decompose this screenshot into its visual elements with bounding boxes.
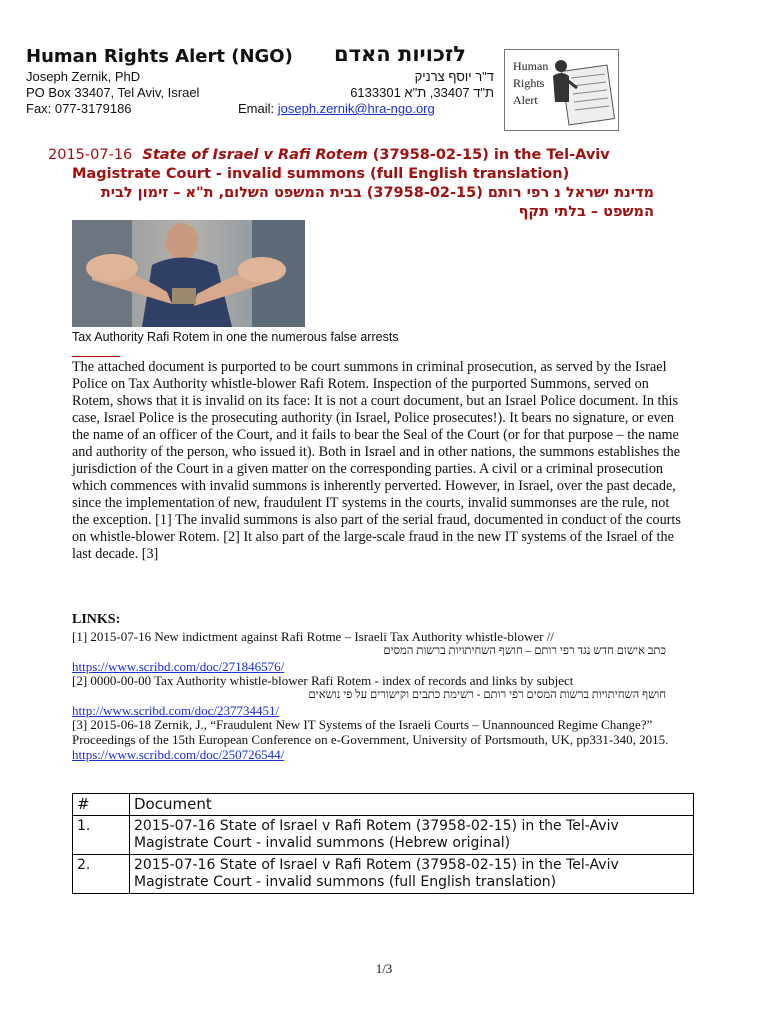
contact-address-hebrew [344,69,494,101]
title-line-1 [48,146,668,165]
rafi-rotem-photo [72,220,305,327]
email-label: Email: [238,101,278,116]
column-header-number: # [73,794,130,816]
reference-link[interactable]: https://www.scribd.com/doc/250726544/ [72,747,285,762]
org-name-hebrew: לזכויות האדם [334,42,466,66]
table-row [73,816,694,855]
table-row [73,855,694,894]
logo-word-human: Human [513,59,549,73]
row-document: 2015-07-16 State of Israel v Rafi Rotem (37958-02-15) in the Tel-Aviv Magistrate Court - invalid summons (full English translation) [130,855,694,894]
reference-link[interactable]: https://www.scribd.com/doc/271846576/ [72,659,285,674]
title-line-2: Magistrate Court - invalid summons (full English translation) [72,166,570,182]
documents-table [72,793,694,894]
column-header-document: Document [130,794,694,816]
logo-figure-icon [551,54,615,126]
title-case-name: State of Israel v Rafi Rotem [142,147,368,163]
contact-address-english [26,69,199,101]
row-number: 1. [73,816,130,855]
reference-item [72,717,672,762]
page-number: 1/3 [375,961,393,976]
row-number: 2. [73,855,130,894]
reference-text: [1] 2015-07-16 New indictment against Rafi Rotme – Israeli Tax Authority whistle-blower // [72,629,554,644]
reference-text: [3] 2015-06-18 Zernik, J., “Fraudulent New IT Systems of the Israeli Courts – Unannounced Regime Change?” Proceedings of the 15th European Conference on e-Government, University of Portsmouth, UK, pp331-340, 2015. [72,717,669,747]
document-title [48,146,668,184]
email-link[interactable]: joseph.zernik@hra-ngo.org [277,101,435,116]
org-name: Human Rights Alert (NGO) [26,46,293,67]
logo-word-rights: Rights [513,76,545,90]
contact-po-box-hebrew: ת"ד 33407, ת"א 6133301 [350,85,494,100]
body-paragraph: The attached document is purported to be court summons in criminal prosecution, as served by the Israel Police on Tax Authority whistle-blower Rafi Rotem. Inspection of the purported Summons, served on Rotem, shows that it is invalid on its face: It is not a court document, but an Israel Police document. In this case, Israel Police is the prosecuting authority (in Israel, Police prosecutes!). It bears no signature, or even the name of an officer of the Court, and it fails to bear the Seal of the Court (or for that purpose – the name and authority of the person, who issued it). Both in Israel and in other nations, the summons establishes the jurisdiction of the Court in a given matter on the corresponding parties. A civil or a criminal prosecution which commences with invalid summons is inherently perverted. However, in Israel, over the past decade, since the implementation of new, fraudulent IT systems in the courts, invalid summonses are the rule, not the exception. [1] The invalid summons is also part of the serial fraud, documented in conduct of the courts on whistle-blower Rotem. [2] It also part of the large-scale fraud in the new IT systems of the Israel of the last decade. [3] [72,359,681,562]
contact-name: Joseph Zernik, PhD [26,69,141,84]
logo-text [513,58,548,109]
red-separator [72,356,120,357]
reference-link[interactable]: http://www.scribd.com/doc/237734451/ [72,703,280,718]
table-header-row [73,794,694,816]
reference-hebrew: חושף השחיתויות ברשות המסים רפי רותם - רשימת כתבים וקישורים על פי נושאים [308,689,666,701]
fax-number: Fax: 077-3179186 [26,101,132,116]
email-line [238,101,435,116]
title-date: 2015-07-16 [48,147,133,163]
hra-logo [504,49,619,131]
reference-hebrew: כתב אישום חדש נגד רפי רותם – חושף השחיתויות ברשות המסים [383,645,666,657]
links-heading-text: LINKS [72,612,116,627]
row-document: 2015-07-16 State of Israel v Rafi Rotem (37958-02-15) in the Tel-Aviv Magistrate Court - invalid summons (Hebrew original) [130,816,694,855]
contact-name-hebrew: ד"ר יוסף צרניק [414,69,494,84]
reference-item [72,673,672,718]
title-case-rest: (37958-02-15) in the Tel-Aviv [367,147,610,163]
reference-text: [2] 0000-00-00 Tax Authority whistle-blower Rafi Rotem - index of records and links by subject [72,673,574,688]
photo-caption: Tax Authority Rafi Rotem in one the numerous false arrests [72,330,399,344]
links-heading: LINKS: [72,612,121,627]
reference-item [72,629,672,674]
logo-word-alert: Alert [513,93,538,107]
document-title-hebrew: מדינת ישראל נ רפי רותם (37958-02-15) בבית המשפט השלום, ת"א – זימון לבית המשפט – בלתי תקף [100,185,654,220]
contact-po-box: PO Box 33407, Tel Aviv, Israel [26,85,200,100]
